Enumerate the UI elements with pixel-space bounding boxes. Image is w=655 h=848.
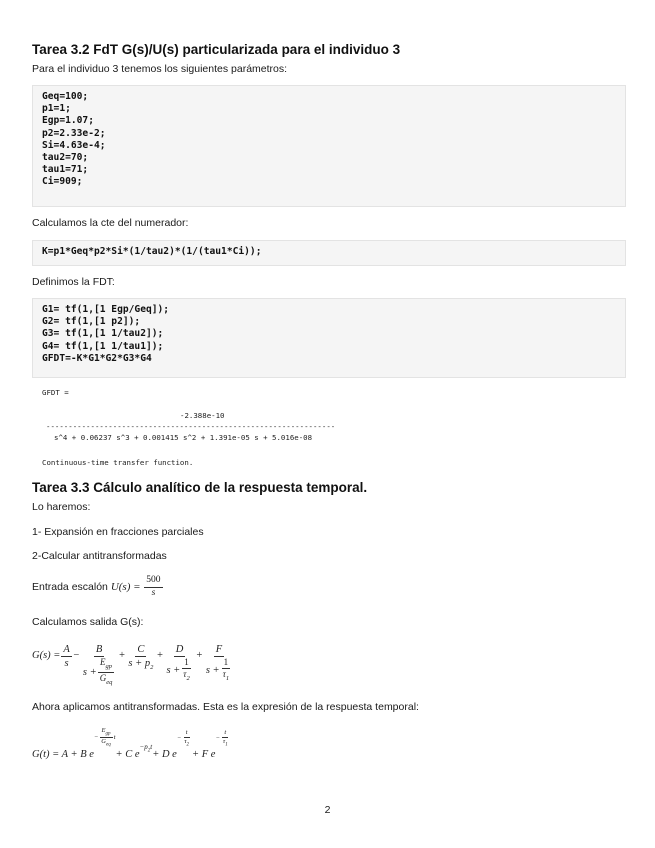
code-line: tau1=71; (42, 164, 89, 176)
frac-b (81, 644, 117, 686)
code-line: G3= tf(1,[1 1/tau2]); (42, 328, 164, 340)
code-line: Geq=100; (42, 91, 89, 102)
frac-d-num: D (174, 644, 186, 657)
exp-b-frac (99, 728, 112, 748)
gt-f-term: + F e (192, 749, 216, 760)
gs-equation (32, 642, 235, 686)
exp-c-sub: 2 (147, 748, 151, 753)
one: 1 (222, 658, 231, 669)
code-line: p2=2.33e-2; (42, 127, 106, 139)
one: 1 (182, 658, 191, 669)
entrada-den: s (151, 587, 156, 598)
antitrans-text: Ahora aplicamos antitransformadas. Esta es la expresión de la respuesta temporal: (32, 701, 419, 713)
code-line: G1= tf(1,[1 Egp/Geq]); (42, 304, 170, 315)
exp-f-tau: τ (222, 738, 226, 746)
gt-lhs: G(t) = A + B e (32, 749, 94, 760)
output-denominator: s^4 + 0.06237 s^3 + 0.001415 s^2 + 1.391e-05 s + 5.016e-08 (54, 433, 313, 442)
op-minus: − (72, 650, 80, 661)
tau: τ (222, 669, 226, 680)
geq (98, 673, 115, 687)
frac-f-den-text: s + (205, 665, 220, 677)
frac-a-num: A (61, 644, 71, 657)
output-divider: ----------------------------------------------------------------- (46, 422, 336, 431)
gt-c-term: + C e (115, 749, 140, 760)
egp (98, 658, 114, 673)
p2-sub: 2 (150, 664, 154, 672)
exp-f (215, 730, 230, 748)
code-line: GFDT=-K*G1*G2*G3*G4 (42, 352, 152, 364)
exp-b-E: E (101, 726, 106, 734)
code-line: G4= tf(1,[1 1/tau1]); (42, 340, 164, 352)
exp-b-t: t (113, 734, 116, 742)
op-plus: + (156, 650, 164, 661)
k-code-block (32, 240, 626, 266)
geq-sub: eq (106, 678, 113, 686)
frac-d-den (164, 657, 194, 683)
step-2-text: 2-Calcular antitransformadas (32, 550, 167, 562)
fdt-code-block (32, 298, 626, 378)
frac-a (61, 644, 71, 669)
frac-one-tau2 (181, 658, 191, 683)
entrada-math (111, 576, 164, 599)
entrada-line (32, 576, 164, 599)
frac-d-den-text: s + (166, 665, 181, 677)
salida-text: Calculamos salida G(s): (32, 616, 144, 628)
tau2 (181, 669, 191, 683)
code-line: G2= tf(1,[1 p2]); (42, 316, 141, 328)
frac-b-num: B (94, 644, 104, 657)
geq-G: G (99, 672, 107, 683)
frac-egp-geq (98, 658, 115, 686)
code-line: Egp=1.07; (42, 115, 94, 127)
output-var: GFDT = (42, 388, 69, 397)
exp-d-sub: 2 (186, 742, 190, 748)
exp-b-den (99, 738, 112, 748)
output-footer: Continuous-time transfer function. (42, 458, 194, 467)
section-3-2-title: Tarea 3.2 FdT G(s)/U(s) particularizada para el individuo 3 (32, 42, 401, 57)
exp-d (177, 730, 192, 748)
exp-b-num (100, 728, 113, 739)
entrada-num: 500 (144, 576, 162, 588)
frac-b-den-text: s + (82, 666, 97, 678)
frac-a-den: s (64, 658, 69, 670)
params-code-block (32, 85, 626, 207)
frac-d (164, 644, 194, 683)
tau1 (221, 669, 231, 683)
code-line: Ci=909; (42, 176, 83, 188)
code-line: tau2=70; (42, 152, 89, 164)
entrada-fraction (144, 576, 162, 599)
exp-d-minus: − (176, 735, 182, 743)
code-line: p1=1; (42, 103, 71, 115)
intro-text: Para el individuo 3 tenemos los siguientes parámetros: (32, 63, 288, 75)
gs-lhs: G(s) = (32, 650, 61, 661)
gt-equation (32, 726, 231, 760)
exp-d-den (182, 738, 191, 748)
exp-b-E-sub: gp (105, 731, 111, 737)
exp-d-tau: τ (184, 738, 187, 746)
exp-b-G: G (101, 738, 106, 746)
step-1-text: 1- Expansión en fracciones parciales (32, 526, 204, 538)
page-number: 2 (324, 804, 331, 816)
numerator-text: Calculamos la cte del numerador: (32, 217, 189, 229)
gt-d-term: + D e (152, 749, 177, 760)
fdt-text: Definimos la FDT: (32, 276, 115, 288)
exp-b-G-sub: eq (106, 742, 111, 748)
egp-sub: gp (105, 662, 112, 670)
section-3-3-title: Tarea 3.3 Cálculo analítico de la respuesta temporal. (32, 480, 368, 495)
frac-f-num: F (214, 644, 224, 657)
frac-c-num: C (135, 644, 146, 657)
frac-b-den (81, 657, 117, 686)
exp-b-minus: − (93, 734, 99, 742)
output-numerator: -2.388e-10 (180, 411, 225, 420)
exp-c-text: −p (139, 742, 148, 751)
frac-c-den (126, 657, 155, 672)
tau2-sub: 2 (186, 675, 190, 683)
code-line: K=p1*Geq*p2*Si*(1/tau2)*(1/(tau1*Ci)); (42, 246, 262, 257)
tau1-sub: 1 (225, 675, 230, 683)
exp-f-sub: 1 (225, 742, 228, 748)
code-line: Si=4.63e-4; (42, 139, 106, 151)
op-plus: + (118, 650, 126, 661)
lo-haremos-text: Lo haremos: (32, 501, 91, 513)
entrada-label: Entrada escalón (32, 581, 108, 594)
frac-c-den-text: s + p (128, 658, 151, 670)
exp-c-t: t (150, 742, 153, 751)
egp-E: E (100, 657, 106, 668)
exp-f-minus: − (215, 735, 220, 743)
exp-b (94, 728, 116, 748)
exp-c (140, 743, 153, 753)
frac-c (126, 644, 155, 672)
op-plus: + (195, 650, 203, 661)
exp-d-frac (182, 730, 191, 748)
frac-one-tau1 (221, 658, 231, 683)
entrada-lhs: U(s) = (110, 581, 144, 593)
frac-f (204, 644, 234, 683)
tau: τ (183, 669, 187, 680)
exp-f-num: t (222, 730, 228, 739)
frac-f-den (204, 657, 234, 683)
exp-d-num: t (184, 730, 190, 739)
exp-f-frac (221, 730, 230, 748)
exp-f-den (221, 738, 230, 748)
